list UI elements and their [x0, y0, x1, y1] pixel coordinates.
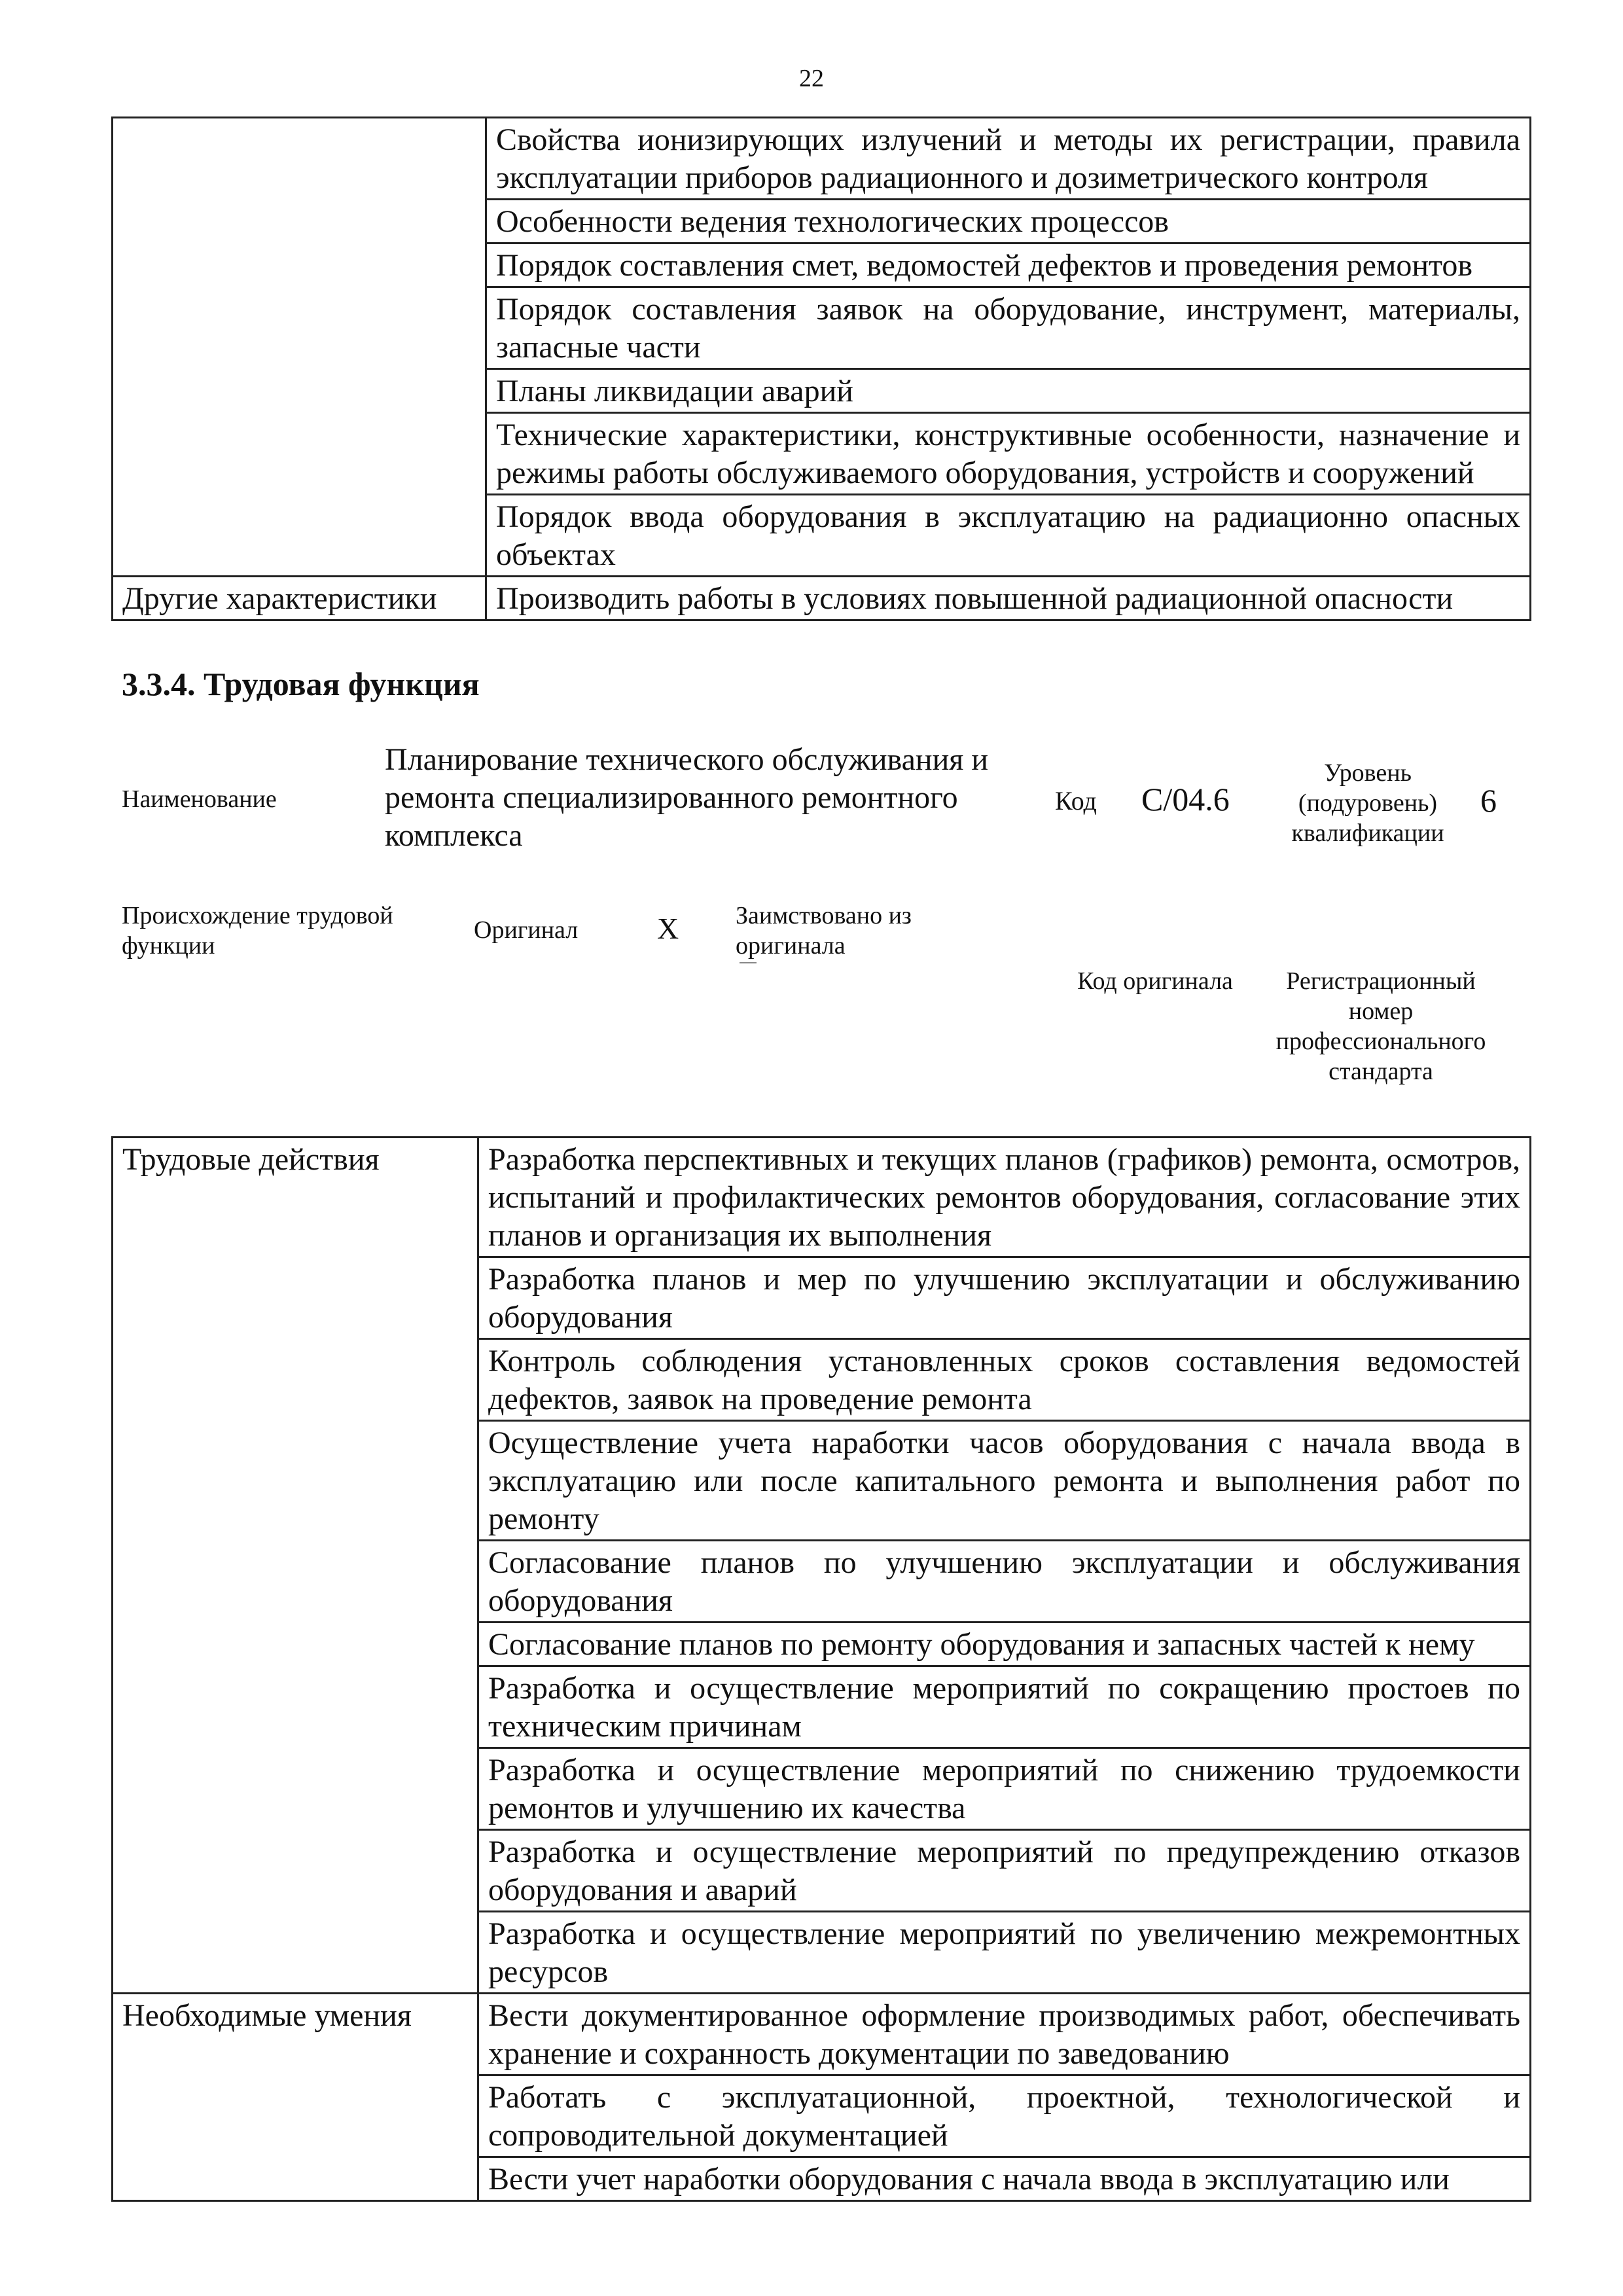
group-label-cell: Необходимые умения	[113, 1994, 478, 2201]
scan-artifact-divider	[740, 962, 757, 963]
original-label: Оригинал	[474, 916, 579, 944]
function-name: Планирование технического обслуживания и ремонта специализированного ремонтного комплекса	[385, 742, 989, 853]
group-label-cell: Трудовые действия	[113, 1138, 478, 1994]
labor-function-table	[111, 1136, 1531, 2202]
table-cell: Разработка и осуществление мероприятий по увеличению межремонтных ресурсов	[478, 1912, 1531, 1994]
table-cell: Согласование планов по ремонту оборудования и запасных частей к нему	[478, 1623, 1531, 1666]
borrowed-label: Заимствовано из оригинала	[736, 902, 912, 960]
table-cell: Вести учет наработки оборудования с начала ввода в эксплуатацию или	[478, 2157, 1531, 2201]
table-cell: Порядок ввода оборудования в эксплуатацию на радиационно опасных объектах	[486, 495, 1531, 577]
table-cell: Планы ликвидации аварий	[486, 369, 1531, 413]
table-cell: Контроль соблюдения установленных сроков составления ведомостей дефектов, заявок на проведение ремонта	[478, 1339, 1531, 1421]
table-cell: Порядок составления заявок на оборудование, инструмент, материалы, запасные части	[486, 287, 1531, 369]
table-cell: Разработка и осуществление мероприятий по снижению трудоемкости ремонтов и улучшению их качества	[478, 1748, 1531, 1830]
page-number: 22	[799, 65, 824, 92]
table-cell: Осуществление учета наработки часов оборудования с начала ввода в эксплуатацию или после капитального ремонта и выполнения работ по ремонту	[478, 1421, 1531, 1541]
knowledge-table-continuation	[111, 117, 1531, 621]
table-cell: Работать с эксплуатационной, проектной, технологической и сопроводительной документацией	[478, 2075, 1531, 2157]
qualification-level-label: Уровень (подуровень) квалификации	[1291, 759, 1444, 847]
name-label: Наименование	[122, 785, 277, 813]
table-row	[113, 1994, 1531, 2075]
code-label: Код	[1055, 786, 1097, 816]
origin-label: Происхождение трудовой функции	[122, 902, 393, 960]
table-cell: Технические характеристики, конструктивные особенности, назначение и режимы работы обслуживаемого оборудования, устройств и сооружений	[486, 413, 1531, 495]
original-mark: X	[657, 912, 679, 945]
table-row	[113, 1138, 1531, 1257]
table-cell: Разработка и осуществление мероприятий по предупреждению отказов оборудования и аварий	[478, 1830, 1531, 1912]
registration-number-label: Регистрационный номер профессионального стандарта	[1275, 967, 1486, 1085]
table-cell: Разработка планов и мер по улучшению эксплуатации и обслуживанию оборудования	[478, 1257, 1531, 1339]
code-value: C/04.6	[1141, 781, 1230, 817]
table-cell: Особенности ведения технологических процессов	[486, 200, 1531, 243]
table-cell: Разработка и осуществление мероприятий по сокращению простоев по техническим причинам	[478, 1666, 1531, 1748]
original-code-label: Код оригинала	[1077, 967, 1233, 995]
qualification-level-value: 6	[1480, 782, 1497, 819]
row-label-cell	[113, 118, 486, 577]
table-cell: Вести документированное оформление производимых работ, обеспечивать хранение и сохранность документации по заведованию	[478, 1994, 1531, 2075]
section-title: 3.3.4. Трудовая функция	[122, 666, 480, 702]
table-cell: Порядок составления смет, ведомостей дефектов и проведения ремонтов	[486, 243, 1531, 287]
table-cell: Производить работы в условиях повышенной радиационной опасности	[486, 577, 1531, 620]
row-label-cell: Другие характеристики	[113, 577, 486, 620]
table-cell: Согласование планов по улучшению эксплуатации и обслуживания оборудования	[478, 1541, 1531, 1623]
table-cell: Свойства ионизирующих излучений и методы их регистрации, правила эксплуатации приборов радиационного и дозиметрического контроля	[486, 118, 1531, 200]
table-cell: Разработка перспективных и текущих планов (графиков) ремонта, осмотров, испытаний и профилактических ремонтов оборудования, согласование этих планов и организация их выполнения	[478, 1138, 1531, 1257]
table-row	[113, 118, 1531, 200]
table-row	[113, 577, 1531, 620]
